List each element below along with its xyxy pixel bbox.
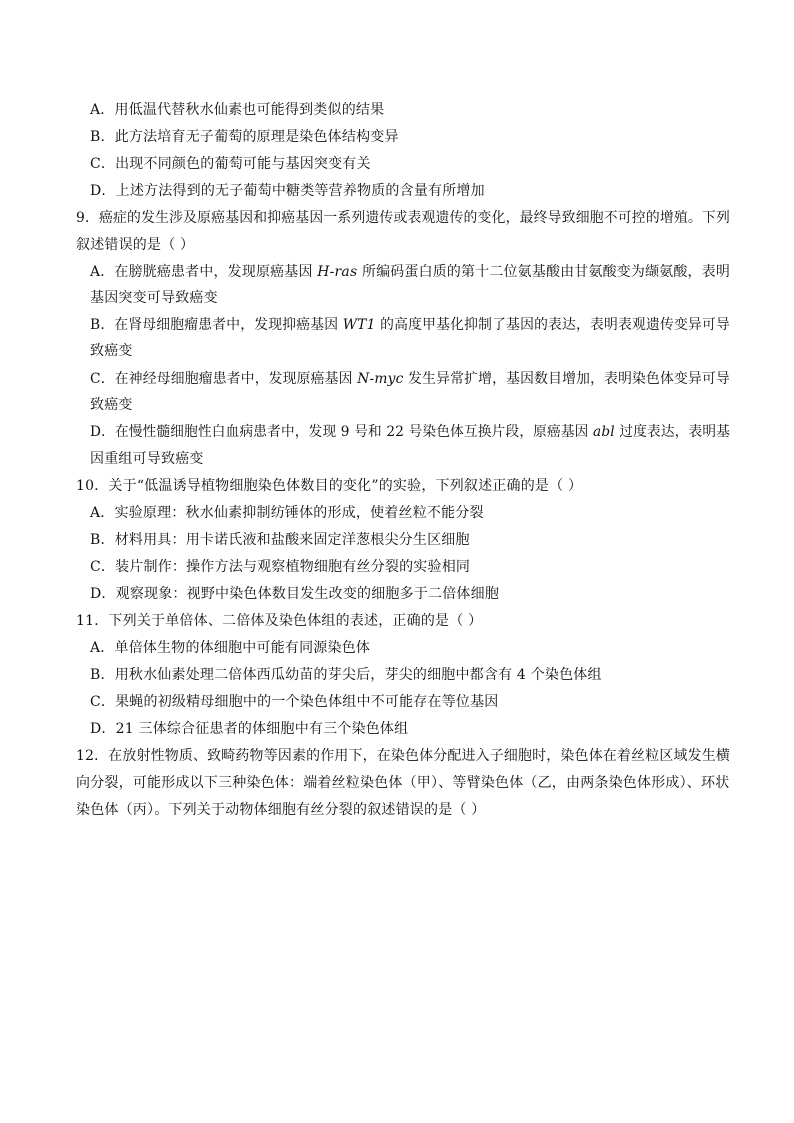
q11-option-a[interactable]: A．单倍体生物的体细胞中可能有同源染色体 — [90, 640, 371, 656]
q11-option-b[interactable]: B．用秋水仙素处理二倍体西瓜幼苗的芽尖后，芽尖的细胞中都含有 4 个染色体组 — [90, 667, 602, 683]
q8-option-b[interactable]: B．此方法培育无子葡萄的原理是染色体结构变异 — [90, 129, 399, 145]
q9-option-b-gene: WT1 — [342, 317, 376, 333]
q11-stem: 11．下列关于单倍体、二倍体及染色体组的表述，正确的是（ ） — [76, 613, 483, 629]
q10-option-a[interactable]: A．实验原理：秋水仙素抑制纺锤体的形成，使着丝粒不能分裂 — [90, 505, 484, 521]
q8-option-c[interactable]: C．出现不同颜色的葡萄可能与基因突变有关 — [90, 156, 371, 172]
q9-option-d-text-post: 过度表达，表明基 — [614, 424, 731, 440]
q9-option-a[interactable] — [90, 262, 730, 282]
q9-option-b-text-pre: B．在肾母细胞瘤患者中，发现抑癌基因 — [90, 317, 343, 333]
q9-option-c-gene: N-myc — [357, 371, 404, 387]
q9-option-d-text-pre: D．在慢性髓细胞性白血病患者中，发现 9 号和 22 号染色体互换片段，原癌基因 — [90, 424, 594, 440]
q9-stem-line1: 9．癌症的发生涉及原癌基因和抑癌基因一系列遗传或表观遗传的变化，最终导致细胞不可控的增殖。下列 — [76, 210, 730, 226]
q12-stem-line3: 染色体（丙）。下列关于动物体细胞有丝分裂的叙述错误的是（ ） — [76, 802, 486, 818]
q8-option-d[interactable]: D．上述方法得到的无子葡萄中糖类等营养物质的含量有所增加 — [90, 183, 485, 199]
q12-stem-line2: 向分裂，可能形成以下三种染色体：端着丝粒染色体（甲）、等臂染色体（乙，由两条染色体形成）、环状 — [76, 775, 730, 791]
q10-stem: 10．关于“低温诱导植物细胞染色体数目的变化”的实验，下列叙述正确的是（ ） — [76, 478, 583, 494]
q9-option-c[interactable] — [90, 369, 730, 389]
q9-option-a-gene: H-ras — [317, 264, 358, 280]
q10-option-b[interactable]: B．材料用具：用卡诺氏液和盐酸来固定洋葱根尖分生区细胞 — [90, 532, 470, 548]
q9-option-d[interactable] — [90, 422, 730, 442]
q9-option-c-text-post: 发生异常扩增，基因数目增加，表明染色体变异可导 — [403, 371, 731, 387]
q9-option-a-text-post: 所编码蛋白质的第十二位氨基酸由甘氨酸变为缬氨酸，表明 — [357, 264, 731, 280]
q9-option-d-line2: 因重组可导致癌变 — [90, 451, 204, 467]
q11-option-c[interactable]: C．果蝇的初级精母细胞中的一个染色体组中不可能存在等位基因 — [90, 694, 499, 710]
q9-option-a-text-pre: A．在膀胱癌患者中，发现原癌基因 — [90, 264, 318, 280]
q9-option-c-line2: 致癌变 — [90, 397, 133, 413]
q11-option-d[interactable]: D．21 三体综合征患者的体细胞中有三个染色体组 — [90, 721, 409, 737]
q9-option-d-gene: abl — [593, 424, 615, 440]
q9-option-b-text-post: 的高度甲基化抑制了基因的表达，表明表观遗传变异可导 — [375, 317, 730, 333]
q10-option-d[interactable]: D．观察现象：视野中染色体数目发生改变的细胞多于二倍体细胞 — [90, 586, 500, 602]
q12-stem-line1: 12．在放射性物质、致畸药物等因素的作用下，在染色体分配进入子细胞时，染色体在着丝粒区域发生横 — [76, 748, 730, 764]
q10-option-c[interactable]: C．装片制作：操作方法与观察植物细胞有丝分裂的实验相同 — [90, 559, 471, 575]
q9-option-a-line2: 基因突变可导致癌变 — [90, 290, 218, 306]
q9-option-b[interactable] — [90, 315, 730, 335]
q9-stem-line2: 叙述错误的是（ ） — [76, 237, 195, 253]
q9-option-b-line2: 致癌变 — [90, 343, 133, 359]
q9-option-c-text-pre: C．在神经母细胞瘤患者中，发现原癌基因 — [90, 371, 358, 387]
q8-option-a[interactable]: A．用低温代替秋水仙素也可能得到类似的结果 — [90, 102, 385, 118]
